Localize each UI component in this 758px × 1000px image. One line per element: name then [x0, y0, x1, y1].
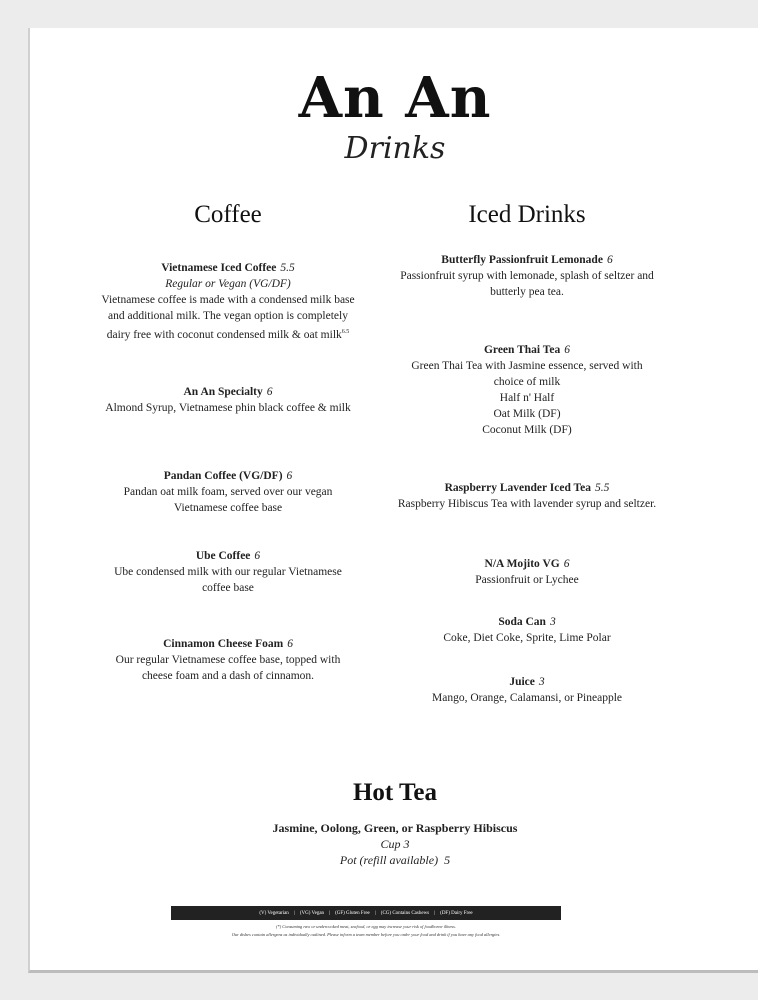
- item-name: Green Thai Tea: [483, 344, 561, 356]
- item-name: Butterfly Passionfruit Lemonade: [441, 254, 603, 266]
- item-description: Coke, Diet Coke, Sprite, Lime Polar: [443, 632, 611, 644]
- raw-food-disclaimer: (*) Consuming raw or undercooked meat, seafood, or egg may increase your risk of foodborne illness.: [276, 924, 456, 929]
- item-extra-price: 6.5: [341, 329, 350, 335]
- hot-tea-pot-price: 5: [444, 853, 451, 867]
- menu-item-an-an-specialty: [100, 384, 356, 416]
- menu-item-vietnamese-iced-coffee: [100, 260, 356, 343]
- item-price: 3: [538, 676, 545, 688]
- menu-item-soda-can: [396, 614, 658, 646]
- item-description: Passionfruit syrup with lemonade, splash of seltzer and butterly pea tea.: [400, 270, 654, 298]
- item-description: Pandan oat milk foam, served over our vegan Vietnamese coffee base: [123, 486, 333, 514]
- item-description: Our regular Vietnamese coffee base, topped with cheese foam and a dash of cinnamon.: [115, 654, 341, 682]
- milk-option: Oat Milk (DF): [493, 408, 561, 420]
- item-name: Raspberry Lavender Iced Tea: [444, 482, 592, 494]
- item-name: Soda Can: [498, 616, 546, 628]
- milk-option: Coconut Milk (DF): [482, 424, 572, 436]
- item-option: Regular or Vegan (VG/DF): [165, 278, 291, 290]
- coffee-section-title: Coffee: [194, 201, 262, 228]
- menu-item-na-mojito: [396, 556, 658, 588]
- item-name: Cinnamon Cheese Foam: [163, 638, 284, 650]
- menu-item-cinnamon-cheese-foam: [100, 636, 356, 684]
- legend-gluten-free: (GF) Gluten Free: [335, 910, 370, 916]
- item-price: 5.5: [280, 262, 295, 274]
- menu-page: [28, 28, 758, 973]
- item-description: Almond Syrup, Vietnamese phin black coffee & milk: [105, 402, 351, 414]
- item-price: 6: [266, 386, 273, 398]
- legend-vegan: (VG) Vegan: [299, 910, 325, 916]
- item-price: 6: [606, 254, 613, 266]
- item-description: Vietnamese coffee is made with a condensed milk base and additional milk. The vegan option is completely dairy free with coconut condensed milk & oat milk$^{6.5}$: [101, 294, 355, 341]
- hot-tea-cup-price: Cup 3: [380, 837, 410, 851]
- menu-item-pandan-coffee: [100, 468, 356, 516]
- item-description: Passionfruit or Lychee: [475, 574, 579, 586]
- item-description: Mango, Orange, Calamansi, or Pineapple: [431, 692, 623, 704]
- iced-section-title: Iced Drinks: [468, 201, 586, 228]
- item-name: Ube Coffee: [195, 550, 251, 562]
- allergen-disclaimer: Our dishes contain allergens as individually outlined. Please inform a team member before you order your food and drink if you have any food allergies.: [231, 932, 501, 937]
- hot-tea-varieties: Jasmine, Oolong, Green, or Raspberry Hibiscus: [272, 821, 518, 835]
- menu-item-raspberry-lavender-iced-tea: [396, 480, 658, 512]
- item-price: 6: [254, 550, 261, 562]
- menu-subtitle: Drinks: [344, 131, 446, 166]
- menu-item-butterfly-passionfruit-lemonade: [396, 252, 658, 300]
- menu-item-ube-coffee: [100, 548, 356, 596]
- item-description: Ube condensed milk with our regular Vietnamese coffee base: [114, 566, 342, 594]
- hot-tea-section-title: Hot Tea: [352, 779, 438, 806]
- item-price: 6: [563, 558, 570, 570]
- item-description: Green Thai Tea with Jasmine essence, served with choice of milk: [411, 360, 643, 388]
- item-price: 3: [549, 616, 556, 628]
- item-price: 6: [564, 344, 570, 356]
- menu-item-juice: [396, 674, 658, 706]
- item-name: An An Specialty: [183, 386, 263, 398]
- hot-tea-pot: [30, 852, 758, 868]
- dietary-legend-bar: (V) Vegetarian | (VG) Vegan | (GF) Gluten Free | (CG) Contains Cashews | (DF) Dairy Free: [171, 906, 561, 920]
- legend-contains-cashews: (CG) Contains Cashews: [380, 910, 430, 916]
- item-name: N/A Mojito VG: [484, 558, 560, 570]
- item-name: Pandan Coffee (VG/DF): [163, 470, 283, 482]
- brand-title: An An: [298, 65, 492, 131]
- item-price: 6: [287, 638, 293, 650]
- item-price: 6: [286, 470, 293, 482]
- item-price: 5.5: [595, 482, 610, 494]
- item-name: Vietnamese Iced Coffee: [161, 262, 277, 274]
- hot-tea-pot-label: Pot (refill available): [339, 853, 439, 867]
- item-description: Raspberry Hibiscus Tea with lavender syrup and seltzer.: [397, 498, 657, 510]
- legend-vegetarian: (V) Vegetarian: [259, 910, 289, 916]
- item-name: Juice: [509, 676, 535, 688]
- legend-dairy-free: (DF) Dairy Free: [440, 910, 473, 916]
- menu-item-green-thai-tea: [396, 342, 658, 438]
- milk-option: Half n' Half: [499, 392, 555, 404]
